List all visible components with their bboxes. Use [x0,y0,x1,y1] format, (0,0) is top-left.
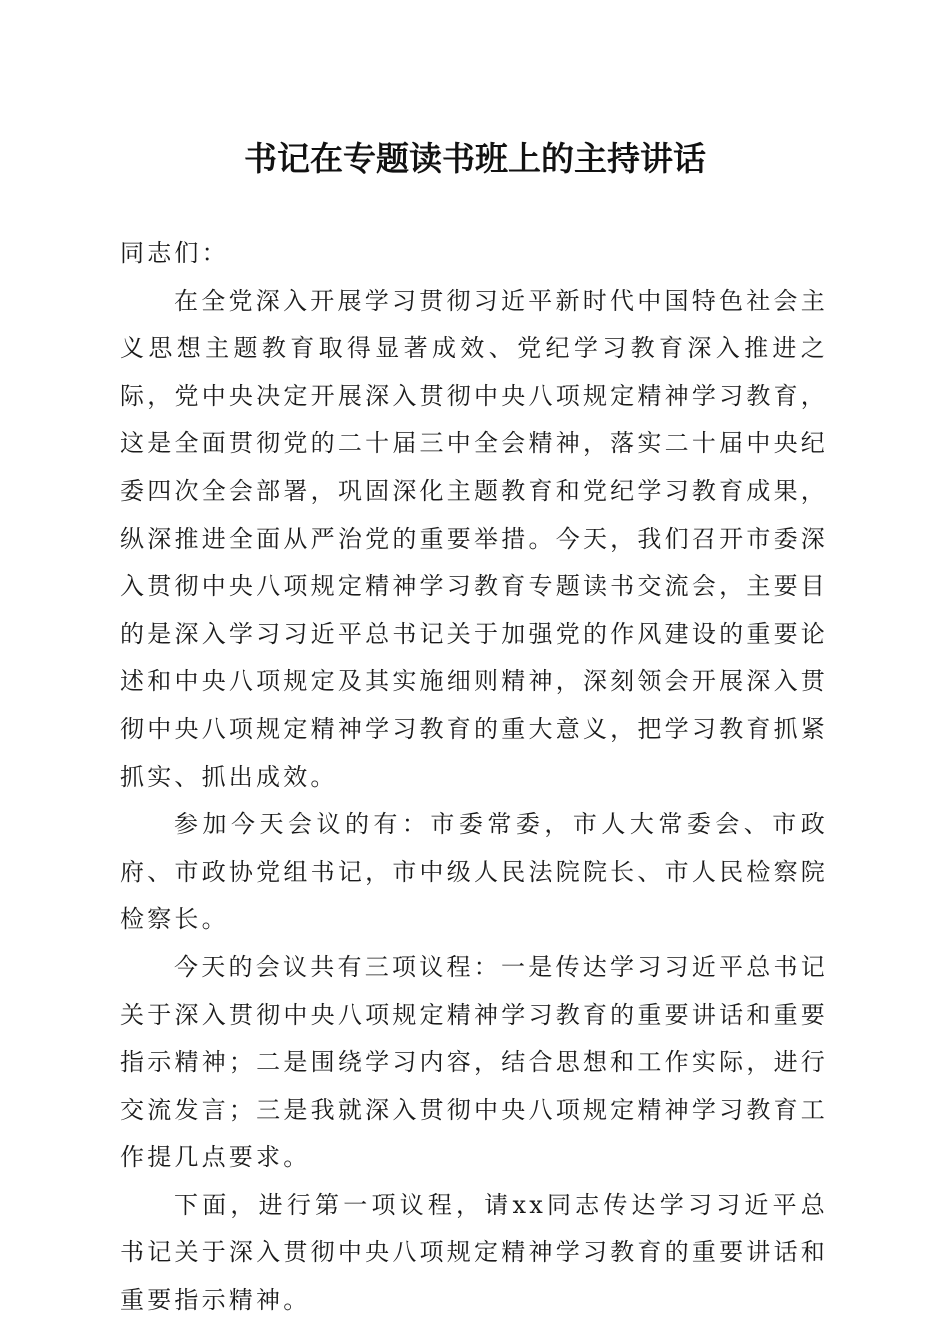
paragraph-first-item: 下面，进行第一项议程，请xx同志传达学习习近平总书记关于深入贯彻中央八项规定精神学习教育的重要讲话和重要指示精神。 [120,1190,828,1315]
document-body [120,230,828,1325]
document-title: 书记在专题读书班上的主持讲话 [244,139,706,178]
paragraph-attendees: 参加今天会议的有：市委常委，市人大常委会、市政府、市政协党组书记，市中级人民法院院长、市人民检察院检察长。 [120,810,828,934]
paragraph-agenda: 今天的会议共有三项议程：一是传达学习习近平总书记关于深入贯彻中央八项规定精神学习教育的重要讲话和重要指示精神；二是围绕学习内容，结合思想和工作实际，进行交流发言；三是我就深入贯彻中央八项规定精神学习教育工作提几点要求。 [120,952,828,1172]
salutation: 同志们： [120,239,229,267]
paragraph-opening: 在全党深入开展学习贯彻习近平新时代中国特色社会主义思想主题教育取得显著成效、党纪学习教育深入推进之际，党中央决定开展深入贯彻中央八项规定精神学习教育，这是全面贯彻党的二十届三中全会精神，落实二十届中央纪委四次全会部署，巩固深化主题教育和党纪学习教育成果，纵深推进全面从严治党的重要举措。今天，我们召开市委深入贯彻中央八项规定精神学习教育专题读书交流会，主要目的是深入学习习近平总书记关于加强党的作风建设的重要论述和中央八项规定及其实施细则精神，深刻领会开展深入贯彻中央八项规定精神学习教育的重大意义，把学习教育抓紧抓实、抓出成效。 [120,286,828,791]
